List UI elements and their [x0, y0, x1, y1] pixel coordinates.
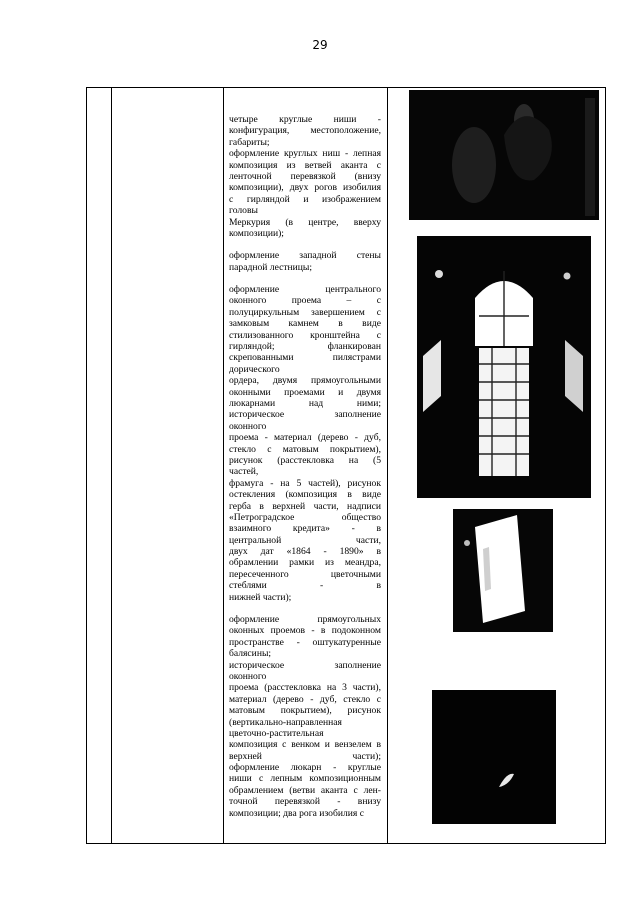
photo-central-window [417, 236, 591, 498]
description-line: стекло с матовым покрытием), [229, 443, 381, 455]
description-line: пересеченного цветочными [229, 568, 381, 580]
description-line: проема (расстекловка на 3 части), [229, 682, 381, 694]
description-line: материал (дерево - дуб, стекло с [229, 693, 381, 705]
description-line: стилизованного кронштейна с [229, 329, 381, 341]
description-line: композиция с венком и вензелем в [229, 739, 381, 751]
photo-side-window [453, 509, 553, 632]
description-line: герба в верхней части, надписи [229, 500, 381, 512]
description-line: проема - материал (дерево - дуб, [229, 432, 381, 444]
description-paragraph [229, 614, 381, 819]
description-line: композиции), двух рогов изобилия [229, 182, 381, 194]
document-table [86, 87, 606, 844]
description-line: ниши с лепным композиционным [229, 773, 381, 785]
description-line: рисунок (расстекловка на (5 [229, 454, 381, 466]
description-line: верхней части); [229, 750, 381, 762]
description-line: ордера, двумя прямоугольными [229, 375, 381, 387]
description-line: оконного проема – с [229, 295, 381, 307]
description-line: четыре круглые ниши - [229, 114, 381, 125]
table-column-divider [223, 88, 224, 843]
description-line: точной перевязкой - внизу [229, 796, 381, 808]
description-line: оформление круглых ниш - лепная [229, 148, 381, 160]
description-line: фрамуга - на 5 частей), рисунок [229, 477, 381, 489]
description-line: полуциркульным завершением с [229, 306, 381, 318]
description-line: балясины; [229, 648, 272, 660]
description-line: композиции; два рога изобилия с [229, 807, 364, 819]
description-line: пространстве - оштукатуренные [229, 636, 381, 648]
description-line: остекления (композиция в виде [229, 489, 381, 501]
description-line: оформление прямоугольных [229, 614, 381, 626]
description-paragraph [229, 250, 381, 273]
description-line: люкарнами над ними; [229, 397, 381, 409]
description-line: цветочно-растительная [229, 727, 324, 739]
description-line: композиции); [229, 227, 284, 239]
photo-lucarne [432, 690, 556, 824]
description-line: композиция из ветвей аканта с [229, 159, 381, 171]
description-line: нижней части); [229, 591, 292, 603]
description-line: конфигурация, местоположение, [229, 125, 381, 137]
description-line: оформление западной стены [229, 250, 381, 262]
table-column-divider [111, 88, 112, 843]
description-cell [229, 114, 381, 830]
description-line: габариты; [229, 136, 270, 148]
description-line: ленточной перевязкой (внизу [229, 170, 381, 182]
description-line: обрамлении рамки из меандра, [229, 557, 381, 569]
page-number: 29 [312, 38, 328, 52]
description-line: оконных проемов - в подоконном [229, 625, 381, 637]
description-line: оформление центрального [229, 284, 381, 296]
description-line: оконного [229, 670, 267, 682]
description-line: с гирляндой и изображением [229, 193, 381, 205]
description-line: гирляндой; фланкирован [229, 341, 381, 353]
description-line: оконного [229, 420, 267, 432]
description-line: центральной части, [229, 534, 381, 546]
description-line: оконными проемами и двумя [229, 386, 381, 398]
description-line: парадной лестницы; [229, 261, 313, 273]
description-paragraph [229, 284, 381, 603]
description-line: историческое заполнение [229, 659, 381, 671]
description-line: замковым камнем в виде [229, 318, 381, 330]
description-line: двух дат «1864 - 1890» в [229, 546, 381, 558]
description-line: оформление люкарн - круглые [229, 762, 381, 774]
description-line: взаимного кредита» - в [229, 523, 381, 535]
description-line: «Петроградское общество [229, 511, 381, 523]
description-line: матовым покрытием), рисунок [229, 705, 381, 717]
description-paragraph [229, 114, 381, 239]
description-line: скрепованными пилястрами [229, 352, 381, 364]
description-line: дорического [229, 363, 280, 375]
table-column-divider [387, 88, 388, 843]
description-line: головы [229, 205, 258, 217]
description-line: стеблями - в [229, 580, 381, 592]
description-line: обрамлением (ветви аканта с лен- [229, 784, 381, 796]
description-line: Меркурия (в центре, вверху [229, 216, 381, 228]
description-line: (вертикально-направленная [229, 716, 342, 728]
description-line: историческое заполнение [229, 409, 381, 421]
description-line: частей, [229, 466, 259, 478]
photo-round-niche [409, 90, 599, 220]
